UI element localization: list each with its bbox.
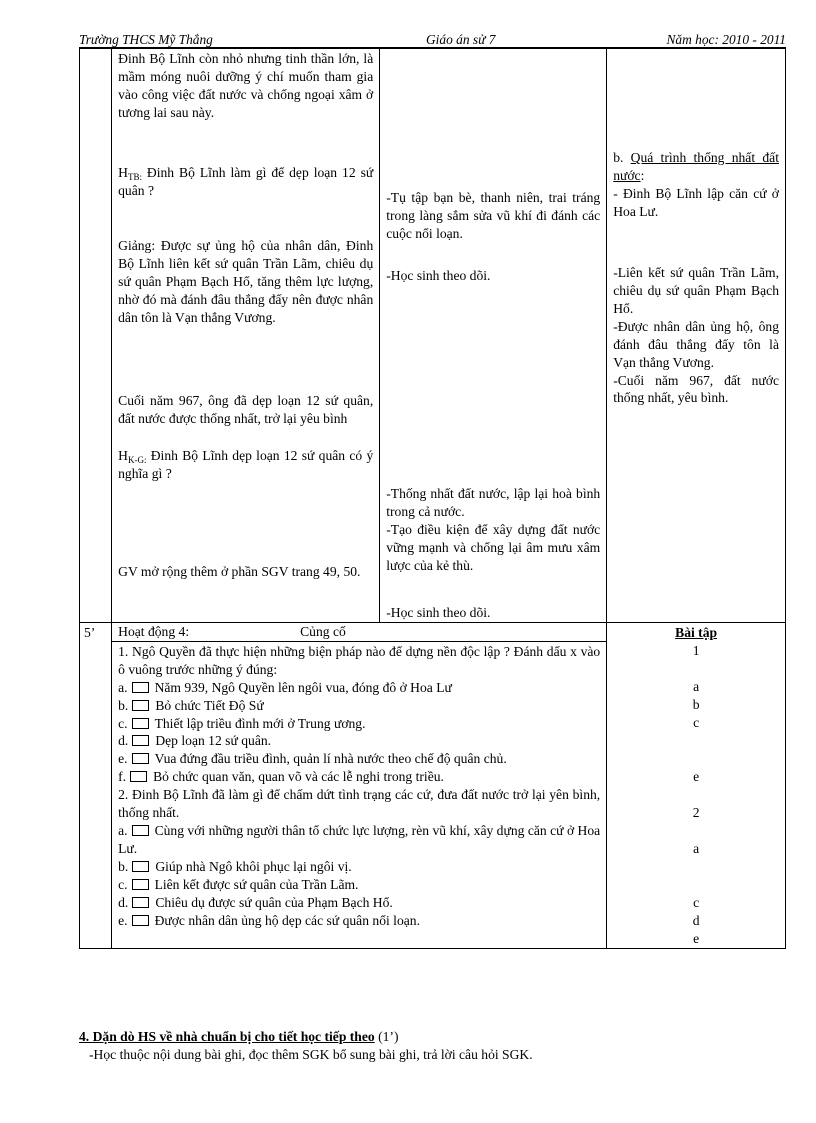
time-cell: 5’ xyxy=(80,622,112,948)
teacher-question: $H_{K-G:}$ Đinh Bộ Lĩnh dẹp loạn 12 sứ quân có ý nghĩa gì ? xyxy=(118,448,374,481)
option-a: a. Cùng với những người thân tổ chức lực lượng, rèn vũ khí, xây dựng căn cứ ở Hoa Lư. xyxy=(118,823,601,857)
school-name: Trường THCS Mỹ Thắng xyxy=(79,32,213,47)
teacher-activity-cell xyxy=(112,49,380,623)
option-f: f. Bỏ chức quan văn, quan võ và các lễ nghi trong triều. xyxy=(118,769,444,785)
option-b: b. Bỏ chức Tiết Độ Sứ xyxy=(118,697,264,713)
question-2: 2. Đinh Bộ Lĩnh đã làm gì để chấm dứt tình trạng các cứ, đưa đất nước trở lại yên bình, thống nhất. xyxy=(118,787,601,821)
teacher-note: GV mở rộng thêm ở phần SGV trang 49, 50. xyxy=(118,564,361,579)
answer-number: 1 xyxy=(692,642,700,658)
section-title: b. Quá trình thống nhất đất nước: xyxy=(613,150,779,183)
student-answer: -Tụ tập bạn bè, thanh niên, trai tráng trong làng sắm sửa vũ khí đi đánh các cuộc nổi loạn. xyxy=(386,190,601,241)
homework-section xyxy=(79,1028,786,1064)
option-c: c. Liên kết được sứ quân của Trần Lãm. xyxy=(118,876,359,892)
answer-letter: e xyxy=(693,930,700,946)
checkbox-icon[interactable] xyxy=(132,682,149,693)
checkbox-icon[interactable] xyxy=(132,753,149,764)
student-answer: -Thống nhất đất nước, lập lại hoà bình trong cả nước. xyxy=(386,486,601,519)
activity-row xyxy=(80,622,786,641)
exercise-answers-cell xyxy=(607,622,786,948)
option-d: d. Dẹp loạn 12 sứ quân. xyxy=(118,733,272,749)
subject-label: Giáo án sử 7 xyxy=(426,32,496,47)
option-e: e. Vua đứng đầu triều đình, quản lí nhà nước theo chế độ quân chủ. xyxy=(118,751,507,767)
option-d: d. Chiêu dụ được sứ quân của Phạm Bạch Hổ. xyxy=(118,894,393,910)
answer-letter: a xyxy=(693,840,700,856)
answer-letter: e xyxy=(693,768,700,784)
answer-letter: c xyxy=(693,714,700,730)
homework-text: -Học thuộc nội dung bài ghi, đọc thêm SGK bổ sung bài ghi, trả lời câu hỏi SGK. xyxy=(89,1046,533,1062)
option-c: c. Thiết lập triều đình mới ở Trung ương. xyxy=(118,715,366,731)
exercise-cell xyxy=(112,641,607,948)
school-year: Năm học: 2010 - 2011 xyxy=(666,32,786,47)
main-row xyxy=(80,49,786,623)
teacher-paragraph: Cuối năm 967, ông đã dẹp loạn 12 sứ quân, đất nước được thống nhất, trở lại yêu bình xyxy=(118,393,374,426)
content-point: - Đinh Bộ Lĩnh lập căn cứ ở Hoa Lư. xyxy=(613,185,779,219)
content-point: -Liên kết sứ quân Trần Lãm, chiêu dụ sứ quân Phạm Bạch Hổ. xyxy=(613,264,779,316)
checkbox-icon[interactable] xyxy=(132,735,149,746)
lesson-table xyxy=(79,48,786,949)
answer-letter: b xyxy=(692,696,700,712)
page-header xyxy=(79,31,786,48)
answer-letter: a xyxy=(693,678,700,694)
student-answer: -Học sinh theo dõi. xyxy=(386,604,491,620)
checkbox-icon[interactable] xyxy=(132,825,149,836)
option-e: e. Được nhân dân ủng hộ dẹp các sứ quân nổi loạn. xyxy=(118,912,420,928)
content-cell xyxy=(607,49,786,623)
checkbox-icon[interactable] xyxy=(132,915,149,926)
teacher-explanation: Giảng: Được sự ủng hộ của nhân dân, Đinh Bộ Lĩnh liên kết sứ quân Trần Lãm, chiêu dụ sứ quân Phạm Bạch Hổ, tăng thêm lực lượng, nhờ đó mà đánh đâu thắng đấy nên được nhân dân tôn là Vạn thắng Vương. xyxy=(118,238,374,325)
teacher-paragraph: Đinh Bộ Lĩnh còn nhỏ nhưng tinh thần lớn, là mầm móng nuôi dưỡng ý chí muốn tham gia vào công việc đất nước và chống ngoại xâm ở tương lai sau này. xyxy=(118,51,374,120)
answer-number: 2 xyxy=(692,804,700,820)
checkbox-icon[interactable] xyxy=(130,771,147,782)
option-b: b. Giúp nhà Ngô khôi phục lại ngôi vị. xyxy=(118,859,352,874)
homework-heading: 4. Dặn dò HS về nhà chuẩn bị cho tiết học tiếp theo (1’) xyxy=(79,1029,399,1044)
content-point: -Cuối năm 967, đất nước thống nhất, yêu bình. xyxy=(613,372,779,406)
activity-heading: Hoạt động 4: Củng cố xyxy=(112,622,607,641)
answer-letter: d xyxy=(692,912,700,928)
student-answer: -Tạo điều kiện để xây dựng đất nước vững mạnh và chống lại âm mưu xâm lược của kẻ thù. xyxy=(386,521,601,573)
checkbox-icon[interactable] xyxy=(132,879,149,890)
checkbox-icon[interactable] xyxy=(132,718,149,729)
content-point: -Được nhân dân ủng hộ, ông đánh đâu thắng đấy tôn là Vạn thắng Vương. xyxy=(613,318,779,370)
answer-letter: c xyxy=(693,894,700,910)
checkbox-icon[interactable] xyxy=(132,897,149,908)
exercise-header: Bài tập xyxy=(675,624,718,640)
student-answer: -Học sinh theo dõi. xyxy=(386,268,491,283)
student-activity-cell xyxy=(380,49,607,623)
question-1: 1. Ngô Quyền đã thực hiện những biện pháp nào để dựng nền độc lập ? Đánh dấu x vào ô vuông trước những ý đúng: xyxy=(118,643,601,677)
option-a: a. Năm 939, Ngô Quyền lên ngôi vua, đóng đô ở Hoa Lư xyxy=(118,679,452,695)
checkbox-icon[interactable] xyxy=(132,861,149,872)
teacher-question: $H_{TB:}$ Đinh Bộ Lĩnh làm gì để dẹp loạn 12 sứ quân ? xyxy=(118,165,374,198)
time-cell xyxy=(80,49,112,623)
checkbox-icon[interactable] xyxy=(132,700,149,711)
